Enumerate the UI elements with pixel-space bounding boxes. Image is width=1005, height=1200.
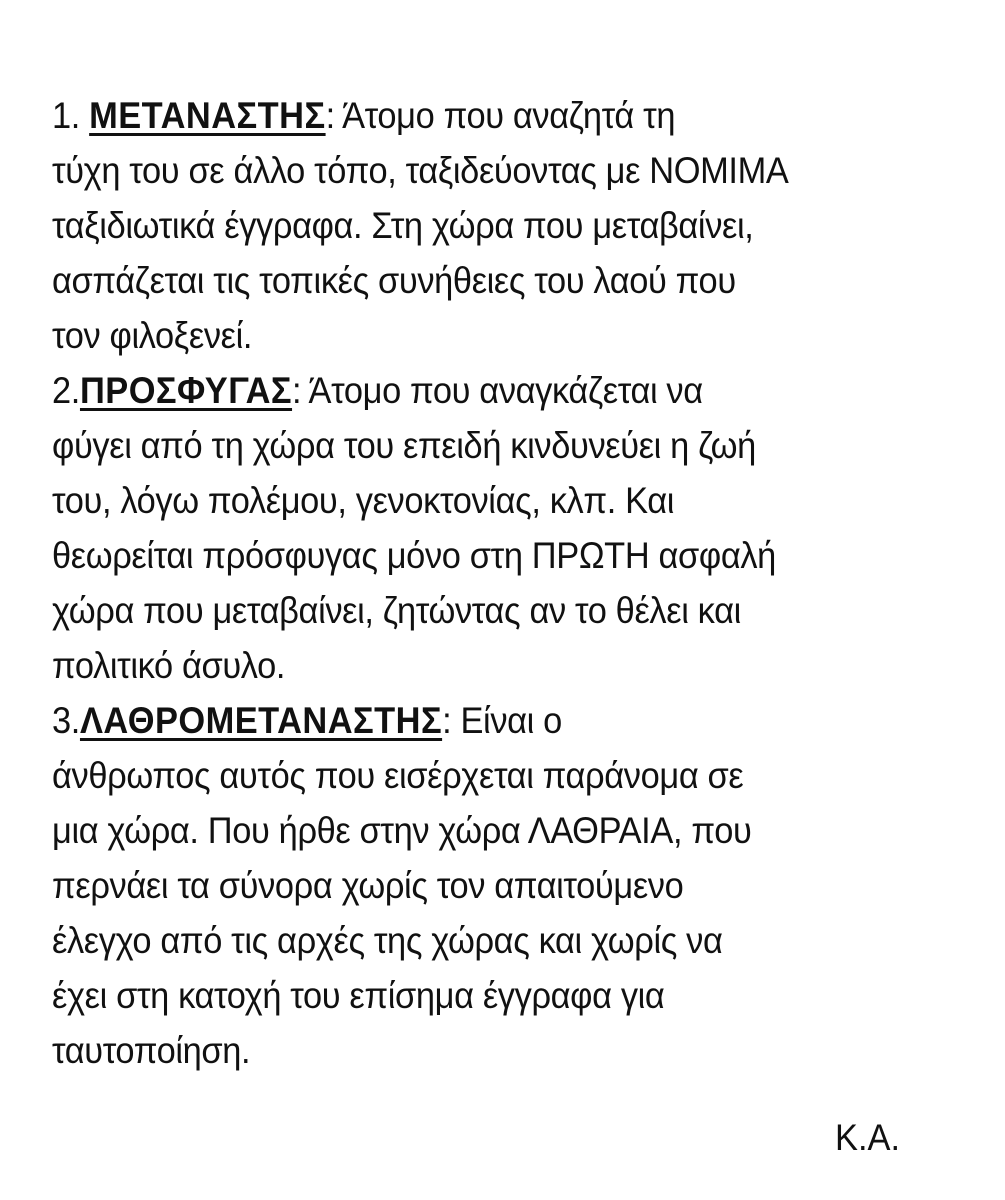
definition-text-line: τύχη του σε άλλο τόπο, ταξιδεύοντας με ΝΟΜΙΜΑ (52, 150, 789, 191)
definition-term: ΜΕΤΑΝΑΣΤΗΣ (89, 95, 326, 136)
definition-2-heading-line (52, 363, 917, 418)
definition-term: ΛΑΘΡΟΜΕΤΑΝΑΣΤΗΣ (79, 700, 443, 741)
definition-text-line: περνάει τα σύνορα χωρίς τον απαιτούμενο (52, 865, 684, 906)
definition-text-line: άνθρωπος αυτός που εισέρχεται παράνομα σε (52, 755, 744, 796)
definition-text: : Άτομο που αναγκάζεται να (292, 370, 703, 411)
definition-text-line: τον φιλοξενεί. (52, 315, 253, 356)
definition-text-line: έχει στη κατοχή του επίσημα έγγραφα για (52, 975, 665, 1016)
definition-text: : Είναι ο (442, 700, 562, 741)
definition-number: 2. (52, 370, 80, 411)
definition-text-line: χώρα που μεταβαίνει, ζητώντας αν το θέλει και (52, 590, 741, 631)
document-body (52, 88, 982, 1078)
definition-text: : Άτομο που αναζητά τη (325, 95, 676, 136)
definition-text-line: έλεγχο από τις αρχές της χώρας και χωρίς να (52, 920, 723, 961)
definition-text-line: πολιτικό άσυλο. (52, 645, 286, 686)
definition-text-line: ταξιδιωτικά έγγραφα. Στη χώρα που μεταβαίνει, (52, 205, 754, 246)
definition-text-line: μια χώρα. Που ήρθε στην χώρα ΛΑΘΡΑΙΑ, που (52, 810, 752, 851)
definition-text-line: ταυτοποίηση. (52, 1030, 251, 1071)
definition-text-line: φύγει από τη χώρα του επειδή κινδυνεύει η ζωή (52, 425, 756, 466)
definition-3-heading-line (52, 693, 917, 748)
definition-text-line: ασπάζεται τις τοπικές συνήθειες του λαού που (52, 260, 736, 301)
definition-1-heading-line (52, 88, 917, 143)
definition-number: 3. (52, 700, 80, 741)
definition-text-line: του, λόγω πολέμου, γενοκτονίας, κλπ. Και (52, 480, 675, 521)
definition-text-line: θεωρείται πρόσφυγας μόνο στη ΠΡΩΤΗ ασφαλή (52, 535, 776, 576)
definition-term: ΠΡΟΣΦΥΓΑΣ (79, 370, 293, 411)
definition-number: 1. (52, 95, 90, 136)
signature-initials: Κ.Α. (835, 1117, 901, 1158)
